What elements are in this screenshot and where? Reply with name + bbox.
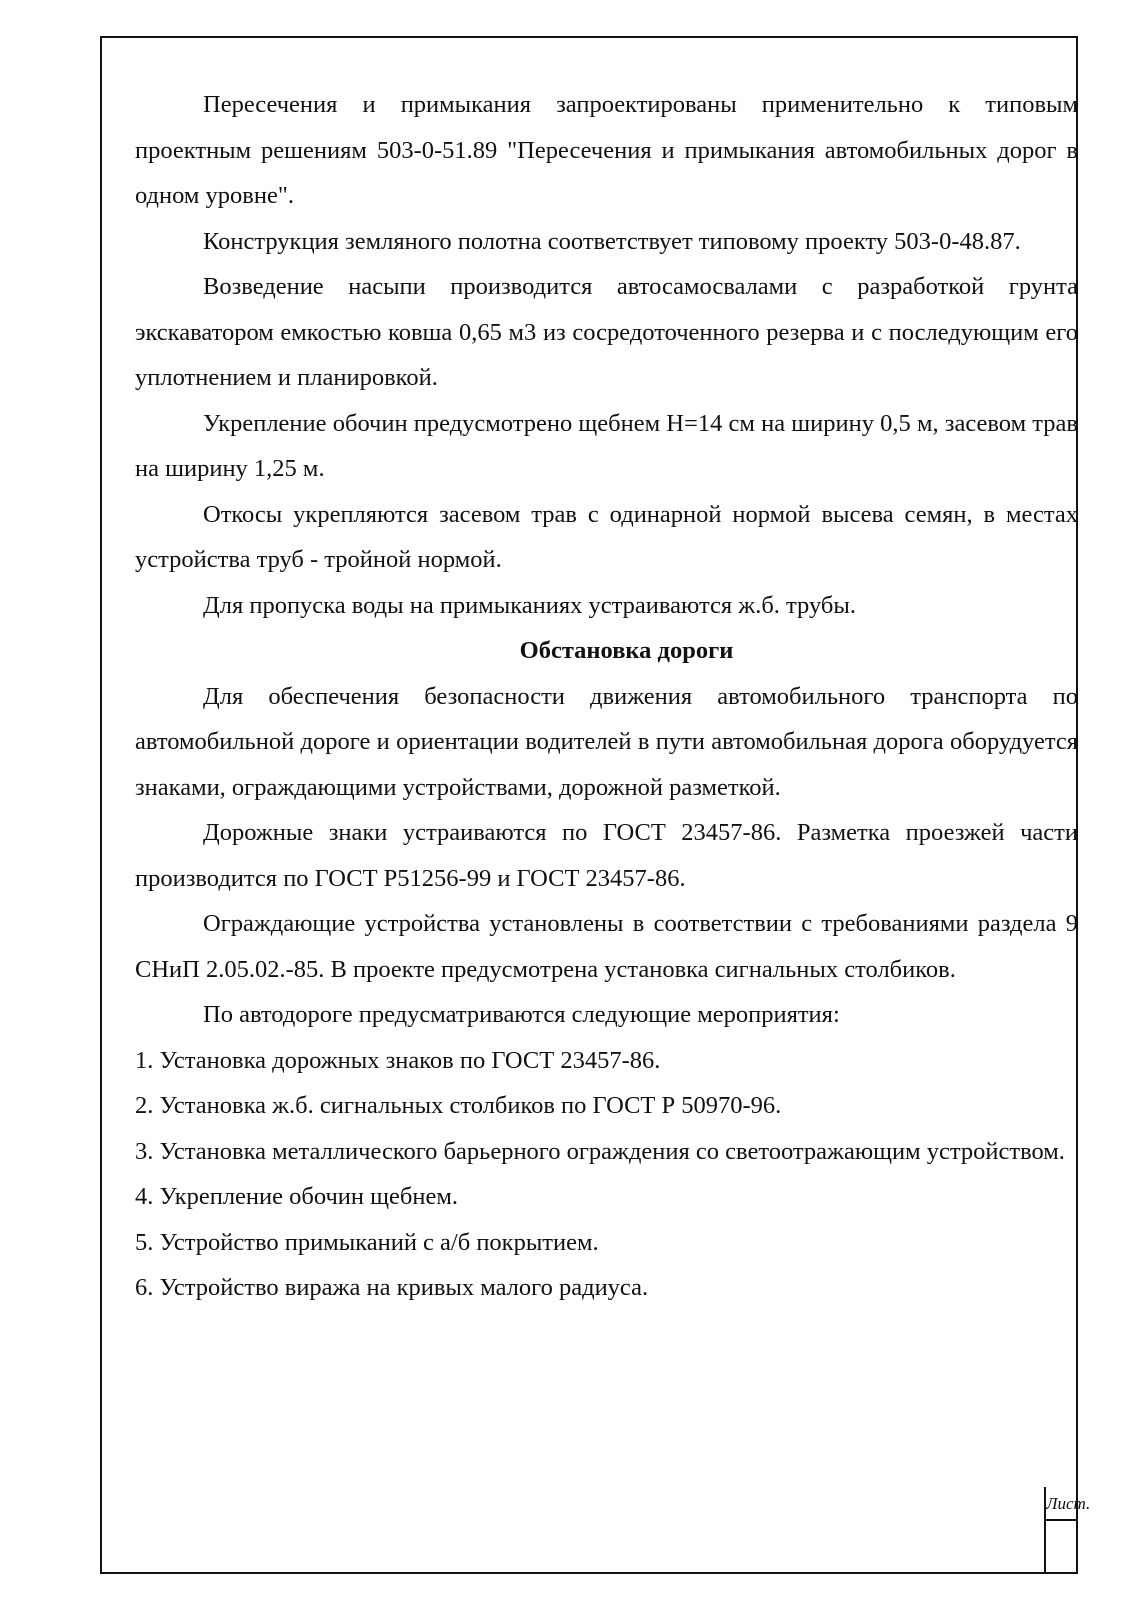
document-body xyxy=(135,82,1078,1311)
paragraph-measures-intro: По автодороге предусматриваются следующие мероприятия: xyxy=(203,1001,840,1028)
paragraph-safety: Для обеспечения безопасности движения автомобильного транспорта по автомобильной дороге и ориентации водителей в пути автомобильная дорога оборудуется знаками, ограждающими устройствами, дорожной разметкой. xyxy=(135,682,1078,801)
paragraph-culverts: Для пропуска воды на примыканиях устраиваются ж.б. трубы. xyxy=(203,591,856,619)
paragraph-intersections: Пересечения и примыкания запроектированы применительно к типовым проектным решениям 503-0-51.89 "Пересечения и примыкания автомобильных дорог в одном уровне". xyxy=(135,91,1078,209)
paragraph-earthwork: Конструкция земляного полотна соответствует типовому проекту 503-0-48.87. xyxy=(203,227,1021,255)
paragraph-barriers: Ограждающие устройства установлены в соответствии с требованиями раздела 9 СНиП 2.05.02.-85. В проекте предусмотрена установка сигнальных столбиков. xyxy=(135,910,1078,983)
paragraph-road-signs: Дорожные знаки устраиваются по ГОСТ 23457-86. Разметка проезжей части производится по ГОСТ Р51256-99 и ГОСТ 23457-86. xyxy=(135,819,1078,892)
section-heading: Обстановка дороги xyxy=(519,637,734,664)
list-item: 4. Укрепление обочин щебнем. xyxy=(135,1183,458,1210)
sheet-label: Лист. xyxy=(1046,1487,1078,1521)
sheet-number-box xyxy=(1044,1487,1091,1574)
list-item: 2. Установка ж.б. сигнальных столбиков по ГОСТ Р 50970-96. xyxy=(135,1092,782,1119)
paragraph-shoulders: Укрепление обочин предусмотрено щебнем Н=14 см на ширину 0,5 м, засевом трав на ширину 1,25 м. xyxy=(135,409,1078,482)
list-item: 3. Установка металлического барьерного ограждения со светоотражающим устройством. xyxy=(135,1137,1065,1165)
paragraph-embankment: Возведение насыпи производится автосамосвалами с разработкой грунта экскаватором емкостью ковша 0,65 м3 из сосредоточенного резерва и с последующим его уплотнением и планировкой. xyxy=(135,273,1078,391)
list-item: 1. Установка дорожных знаков по ГОСТ 23457-86. xyxy=(135,1046,661,1074)
list-item: 5. Устройство примыканий с а/б покрытием. xyxy=(135,1228,599,1256)
paragraph-slopes: Откосы укрепляются засевом трав с одинарной нормой высева семян, в местах устройства труб - тройной нормой. xyxy=(135,500,1078,573)
list-item: 6. Устройство виража на кривых малого радиуса. xyxy=(135,1274,649,1301)
